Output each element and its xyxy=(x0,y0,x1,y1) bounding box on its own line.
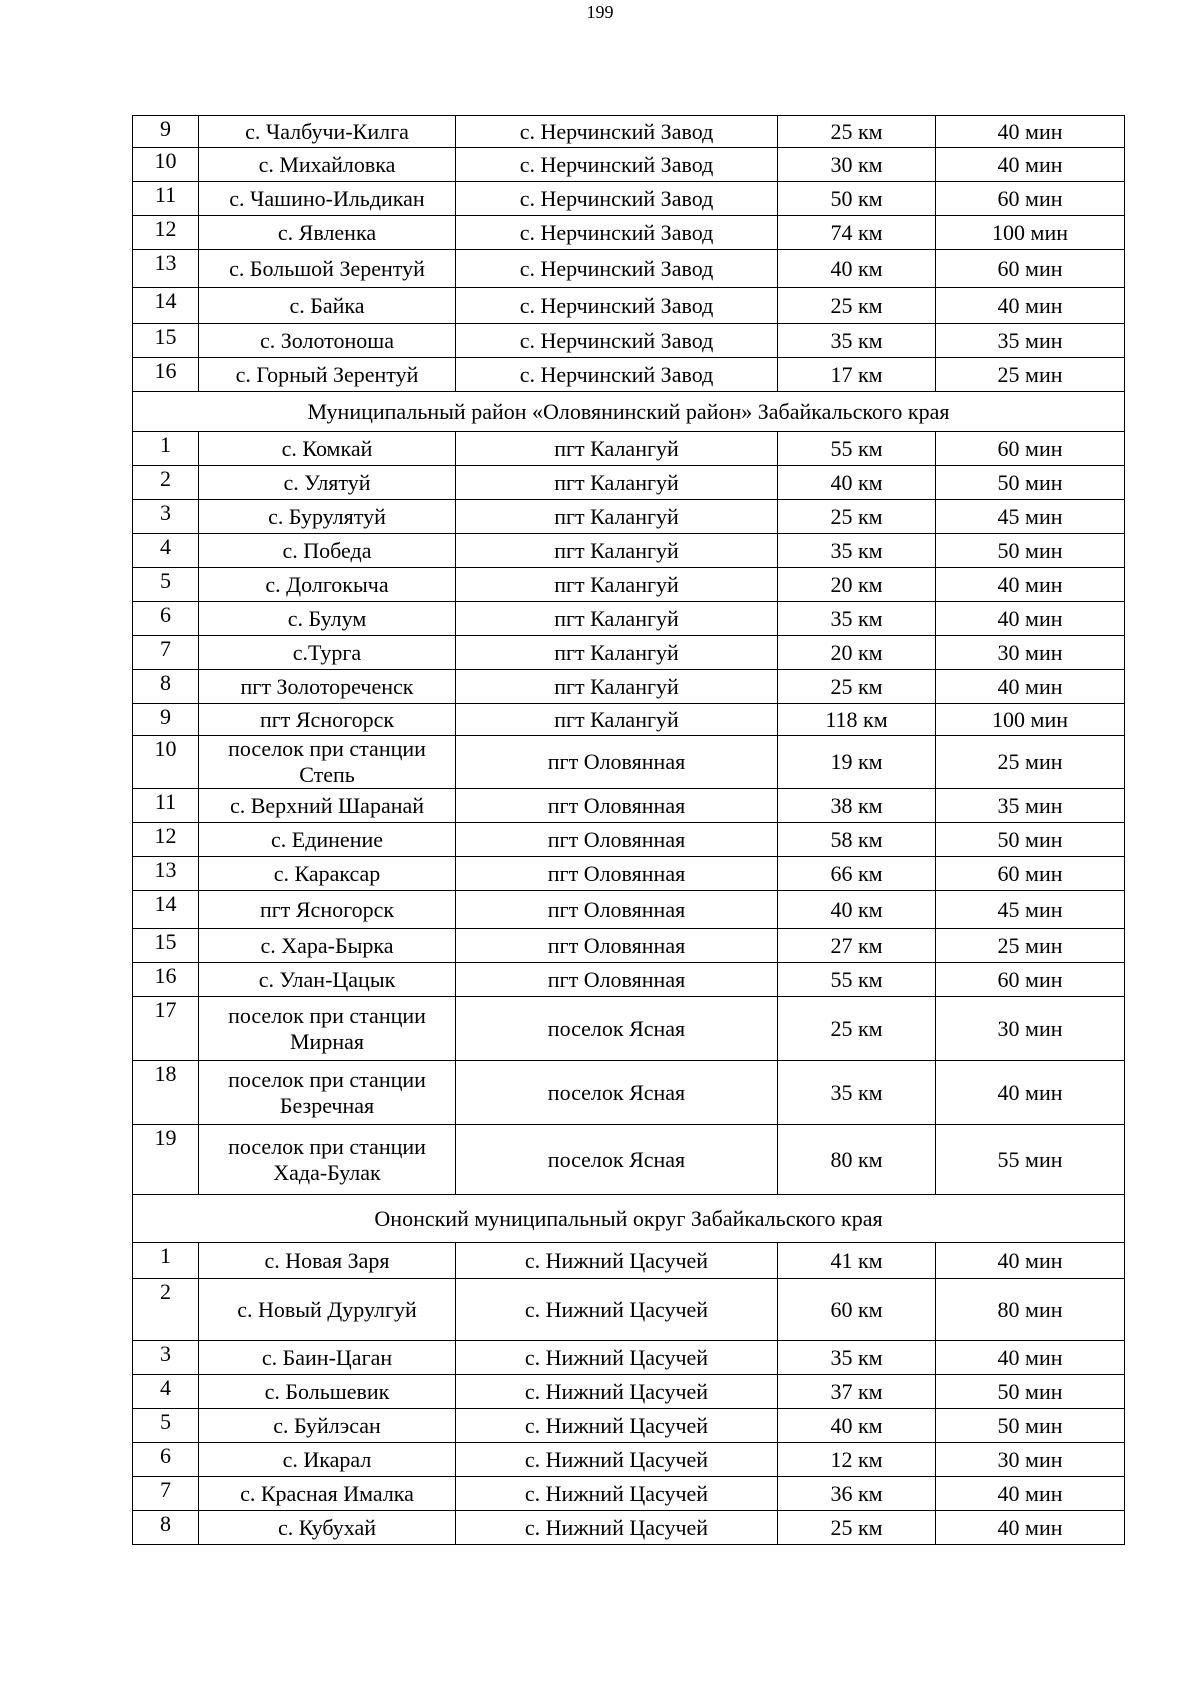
settlement-cell: с. Долгокыча xyxy=(199,568,456,602)
destination-cell: с. Нерчинский Завод xyxy=(456,116,778,148)
row-number: 12 xyxy=(133,216,199,250)
table-row xyxy=(133,288,1125,324)
row-number: 18 xyxy=(133,1061,199,1125)
travel-time-cell: 30 мин xyxy=(936,1443,1125,1477)
table-row xyxy=(133,216,1125,250)
row-number: 2 xyxy=(133,466,199,500)
distance-cell: 20 км xyxy=(778,636,936,670)
settlement-cell: с. Горный Зерентуй xyxy=(199,358,456,392)
settlement-cell: поселок при станции Степь xyxy=(199,736,456,789)
destination-cell: пгт Калангуй xyxy=(456,466,778,500)
travel-time-cell: 40 мин xyxy=(936,1061,1125,1125)
row-number: 10 xyxy=(133,736,199,789)
destination-cell: с. Нижний Цасучей xyxy=(456,1511,778,1545)
table-row xyxy=(133,997,1125,1061)
row-number: 7 xyxy=(133,636,199,670)
settlement-cell: с. Кубухай xyxy=(199,1511,456,1545)
row-number: 6 xyxy=(133,1443,199,1477)
row-number: 1 xyxy=(133,1243,199,1279)
table-row xyxy=(133,789,1125,823)
distance-cell: 27 км xyxy=(778,929,936,963)
table-row xyxy=(133,929,1125,963)
travel-time-cell: 45 мин xyxy=(936,891,1125,929)
table-row xyxy=(133,1443,1125,1477)
distance-cell: 35 км xyxy=(778,602,936,636)
table-row xyxy=(133,1511,1125,1545)
row-number: 8 xyxy=(133,1511,199,1545)
table-body xyxy=(133,116,1125,1545)
distance-cell: 12 км xyxy=(778,1443,936,1477)
settlement-cell: с. Чалбучи-Килга xyxy=(199,116,456,148)
destination-cell: с. Нерчинский Завод xyxy=(456,148,778,182)
travel-time-cell: 30 мин xyxy=(936,997,1125,1061)
row-number: 16 xyxy=(133,358,199,392)
settlement-cell: с. Буйлэсан xyxy=(199,1409,456,1443)
settlement-cell: с. Байка xyxy=(199,288,456,324)
table-row xyxy=(133,534,1125,568)
destination-cell: поселок Ясная xyxy=(456,997,778,1061)
settlement-cell: с. Бурулятуй xyxy=(199,500,456,534)
row-number: 16 xyxy=(133,963,199,997)
travel-time-cell: 25 мин xyxy=(936,929,1125,963)
row-number: 11 xyxy=(133,182,199,216)
distance-cell: 25 км xyxy=(778,997,936,1061)
distance-cell: 40 км xyxy=(778,1409,936,1443)
distance-cell: 35 км xyxy=(778,1341,936,1375)
travel-time-cell: 40 мин xyxy=(936,1341,1125,1375)
travel-time-cell: 30 мин xyxy=(936,636,1125,670)
destination-cell: с. Нижний Цасучей xyxy=(456,1375,778,1409)
row-number: 6 xyxy=(133,602,199,636)
table-row xyxy=(133,1477,1125,1511)
travel-time-cell: 40 мин xyxy=(936,568,1125,602)
destination-cell: пгт Оловянная xyxy=(456,857,778,891)
table-row xyxy=(133,1279,1125,1341)
distance-cell: 36 км xyxy=(778,1477,936,1511)
table-row xyxy=(133,324,1125,358)
travel-time-cell: 40 мин xyxy=(936,1243,1125,1279)
destination-cell: с. Нижний Цасучей xyxy=(456,1243,778,1279)
distance-cell: 37 км xyxy=(778,1375,936,1409)
table-row xyxy=(133,500,1125,534)
settlement-cell: с. Комкай xyxy=(199,432,456,466)
travel-time-cell: 50 мин xyxy=(936,823,1125,857)
settlement-cell: с. Явленка xyxy=(199,216,456,250)
table-row xyxy=(133,602,1125,636)
settlement-cell: с. Чашино-Ильдикан xyxy=(199,182,456,216)
destination-cell: с. Нижний Цасучей xyxy=(456,1477,778,1511)
travel-time-cell: 40 мин xyxy=(936,288,1125,324)
destination-cell: пгт Оловянная xyxy=(456,736,778,789)
table-row xyxy=(133,823,1125,857)
settlement-cell: с. Победа xyxy=(199,534,456,568)
settlement-cell: с. Красная Ималка xyxy=(199,1477,456,1511)
table-row xyxy=(133,250,1125,288)
destination-cell: пгт Калангуй xyxy=(456,602,778,636)
settlement-cell: пгт Золотореченск xyxy=(199,670,456,704)
table-row xyxy=(133,1243,1125,1279)
row-number: 12 xyxy=(133,823,199,857)
travel-time-cell: 40 мин xyxy=(936,116,1125,148)
row-number: 5 xyxy=(133,568,199,602)
row-number: 14 xyxy=(133,891,199,929)
distance-cell: 41 км xyxy=(778,1243,936,1279)
travel-time-cell: 35 мин xyxy=(936,324,1125,358)
row-number: 2 xyxy=(133,1279,199,1341)
settlement-cell: с. Михайловка xyxy=(199,148,456,182)
table-row xyxy=(133,1341,1125,1375)
travel-time-cell: 25 мин xyxy=(936,736,1125,789)
destination-cell: пгт Калангуй xyxy=(456,534,778,568)
distance-cell: 25 км xyxy=(778,288,936,324)
table-row xyxy=(133,466,1125,500)
destination-cell: с. Нижний Цасучей xyxy=(456,1341,778,1375)
travel-time-cell: 100 мин xyxy=(936,704,1125,736)
row-number: 10 xyxy=(133,148,199,182)
settlement-cell: с. Булум xyxy=(199,602,456,636)
row-number: 11 xyxy=(133,789,199,823)
destination-cell: пгт Калангуй xyxy=(456,432,778,466)
distance-cell: 66 км xyxy=(778,857,936,891)
distance-cell: 25 км xyxy=(778,1511,936,1545)
settlement-cell: пгт Ясногорск xyxy=(199,704,456,736)
travel-time-cell: 80 мин xyxy=(936,1279,1125,1341)
table-row xyxy=(133,1125,1125,1195)
travel-time-cell: 55 мин xyxy=(936,1125,1125,1195)
settlement-cell: с. Единение xyxy=(199,823,456,857)
distance-cell: 40 км xyxy=(778,466,936,500)
distance-cell: 40 км xyxy=(778,250,936,288)
settlement-cell: с. Караксар xyxy=(199,857,456,891)
distance-cell: 50 км xyxy=(778,182,936,216)
travel-time-cell: 40 мин xyxy=(936,148,1125,182)
distance-cell: 118 км xyxy=(778,704,936,736)
destination-cell: пгт Оловянная xyxy=(456,891,778,929)
section-heading: Муниципальный район «Оловянинский район» Забайкальского края xyxy=(133,392,1125,432)
travel-time-cell: 40 мин xyxy=(936,1511,1125,1545)
row-number: 15 xyxy=(133,324,199,358)
distance-cell: 35 км xyxy=(778,324,936,358)
table-row xyxy=(133,568,1125,602)
section-row xyxy=(133,1195,1125,1243)
distance-cell: 30 км xyxy=(778,148,936,182)
travel-time-cell: 60 мин xyxy=(936,432,1125,466)
travel-time-cell: 60 мин xyxy=(936,182,1125,216)
settlement-cell: поселок при станции Хада-Булак xyxy=(199,1125,456,1195)
destination-cell: с. Нерчинский Завод xyxy=(456,250,778,288)
travel-time-cell: 60 мин xyxy=(936,963,1125,997)
destination-cell: с. Нерчинский Завод xyxy=(456,216,778,250)
table-row xyxy=(133,1375,1125,1409)
travel-time-cell: 40 мин xyxy=(936,602,1125,636)
travel-time-cell: 60 мин xyxy=(936,250,1125,288)
destination-cell: пгт Калангуй xyxy=(456,636,778,670)
distance-cell: 38 км xyxy=(778,789,936,823)
distance-cell: 19 км xyxy=(778,736,936,789)
row-number: 5 xyxy=(133,1409,199,1443)
settlement-cell: поселок при станции Мирная xyxy=(199,997,456,1061)
settlement-cell: пгт Ясногорск xyxy=(199,891,456,929)
distance-cell: 20 км xyxy=(778,568,936,602)
destination-cell: пгт Оловянная xyxy=(456,929,778,963)
distance-cell: 74 км xyxy=(778,216,936,250)
page-number: 199 xyxy=(586,2,614,22)
settlement-cell: с. Баин-Цаган xyxy=(199,1341,456,1375)
distance-cell: 55 км xyxy=(778,432,936,466)
travel-time-cell: 50 мин xyxy=(936,466,1125,500)
row-number: 14 xyxy=(133,288,199,324)
destination-cell: пгт Калангуй xyxy=(456,568,778,602)
table-row xyxy=(133,116,1125,148)
destination-cell: поселок Ясная xyxy=(456,1061,778,1125)
travel-time-cell: 40 мин xyxy=(936,1477,1125,1511)
distance-cell: 25 км xyxy=(778,116,936,148)
row-number: 17 xyxy=(133,997,199,1061)
destination-cell: с. Нижний Цасучей xyxy=(456,1409,778,1443)
distance-cell: 35 км xyxy=(778,1061,936,1125)
destination-cell: пгт Оловянная xyxy=(456,823,778,857)
table-row xyxy=(133,736,1125,789)
travel-time-cell: 25 мин xyxy=(936,358,1125,392)
destination-cell: с. Нижний Цасучей xyxy=(456,1443,778,1477)
travel-time-cell: 40 мин xyxy=(936,670,1125,704)
settlement-cell: с. Улан-Цацык xyxy=(199,963,456,997)
row-number: 9 xyxy=(133,704,199,736)
destination-cell: с. Нерчинский Завод xyxy=(456,358,778,392)
travel-time-cell: 50 мин xyxy=(936,1409,1125,1443)
row-number: 9 xyxy=(133,116,199,148)
destination-cell: с. Нерчинский Завод xyxy=(456,324,778,358)
destination-cell: пгт Калангуй xyxy=(456,500,778,534)
row-number: 13 xyxy=(133,250,199,288)
row-number: 3 xyxy=(133,1341,199,1375)
settlement-cell: с. Хара-Бырка xyxy=(199,929,456,963)
distance-table xyxy=(132,115,1125,1545)
distance-cell: 40 км xyxy=(778,891,936,929)
settlement-cell: с. Золотоноша xyxy=(199,324,456,358)
section-row xyxy=(133,392,1125,432)
distance-cell: 25 км xyxy=(778,670,936,704)
travel-time-cell: 45 мин xyxy=(936,500,1125,534)
destination-cell: пгт Оловянная xyxy=(456,963,778,997)
row-number: 13 xyxy=(133,857,199,891)
destination-cell: пгт Калангуй xyxy=(456,704,778,736)
travel-time-cell: 50 мин xyxy=(936,534,1125,568)
table-row xyxy=(133,891,1125,929)
settlement-cell: с. Верхний Шаранай xyxy=(199,789,456,823)
table-row xyxy=(133,182,1125,216)
destination-cell: с. Нерчинский Завод xyxy=(456,288,778,324)
table-row xyxy=(133,148,1125,182)
distance-cell: 55 км xyxy=(778,963,936,997)
row-number: 4 xyxy=(133,1375,199,1409)
travel-time-cell: 100 мин xyxy=(936,216,1125,250)
distance-cell: 58 км xyxy=(778,823,936,857)
row-number: 1 xyxy=(133,432,199,466)
table-row xyxy=(133,1061,1125,1125)
settlement-cell: с. Большой Зерентуй xyxy=(199,250,456,288)
table-row xyxy=(133,704,1125,736)
row-number: 3 xyxy=(133,500,199,534)
travel-time-cell: 50 мин xyxy=(936,1375,1125,1409)
distance-cell: 35 км xyxy=(778,534,936,568)
table-row xyxy=(133,358,1125,392)
distance-cell: 60 км xyxy=(778,1279,936,1341)
destination-cell: поселок Ясная xyxy=(456,1125,778,1195)
destination-cell: пгт Оловянная xyxy=(456,789,778,823)
table-row xyxy=(133,963,1125,997)
table-row xyxy=(133,432,1125,466)
destination-cell: с. Нижний Цасучей xyxy=(456,1279,778,1341)
travel-time-cell: 35 мин xyxy=(936,789,1125,823)
distance-cell: 25 км xyxy=(778,500,936,534)
table-row xyxy=(133,1409,1125,1443)
destination-cell: пгт Калангуй xyxy=(456,670,778,704)
settlement-cell: с.Турга xyxy=(199,636,456,670)
section-heading: Ононский муниципальный округ Забайкальского края xyxy=(133,1195,1125,1243)
settlement-cell: с. Новый Дурулгуй xyxy=(199,1279,456,1341)
table-row xyxy=(133,670,1125,704)
row-number: 4 xyxy=(133,534,199,568)
table-row xyxy=(133,636,1125,670)
settlement-cell: с. Новая Заря xyxy=(199,1243,456,1279)
table-row xyxy=(133,857,1125,891)
settlement-cell: с. Большевик xyxy=(199,1375,456,1409)
row-number: 19 xyxy=(133,1125,199,1195)
settlement-cell: с. Икарал xyxy=(199,1443,456,1477)
row-number: 8 xyxy=(133,670,199,704)
travel-time-cell: 60 мин xyxy=(936,857,1125,891)
distance-cell: 80 км xyxy=(778,1125,936,1195)
settlement-cell: с. Улятуй xyxy=(199,466,456,500)
row-number: 7 xyxy=(133,1477,199,1511)
row-number: 15 xyxy=(133,929,199,963)
destination-cell: с. Нерчинский Завод xyxy=(456,182,778,216)
distance-cell: 17 км xyxy=(778,358,936,392)
settlement-cell: поселок при станции Безречная xyxy=(199,1061,456,1125)
